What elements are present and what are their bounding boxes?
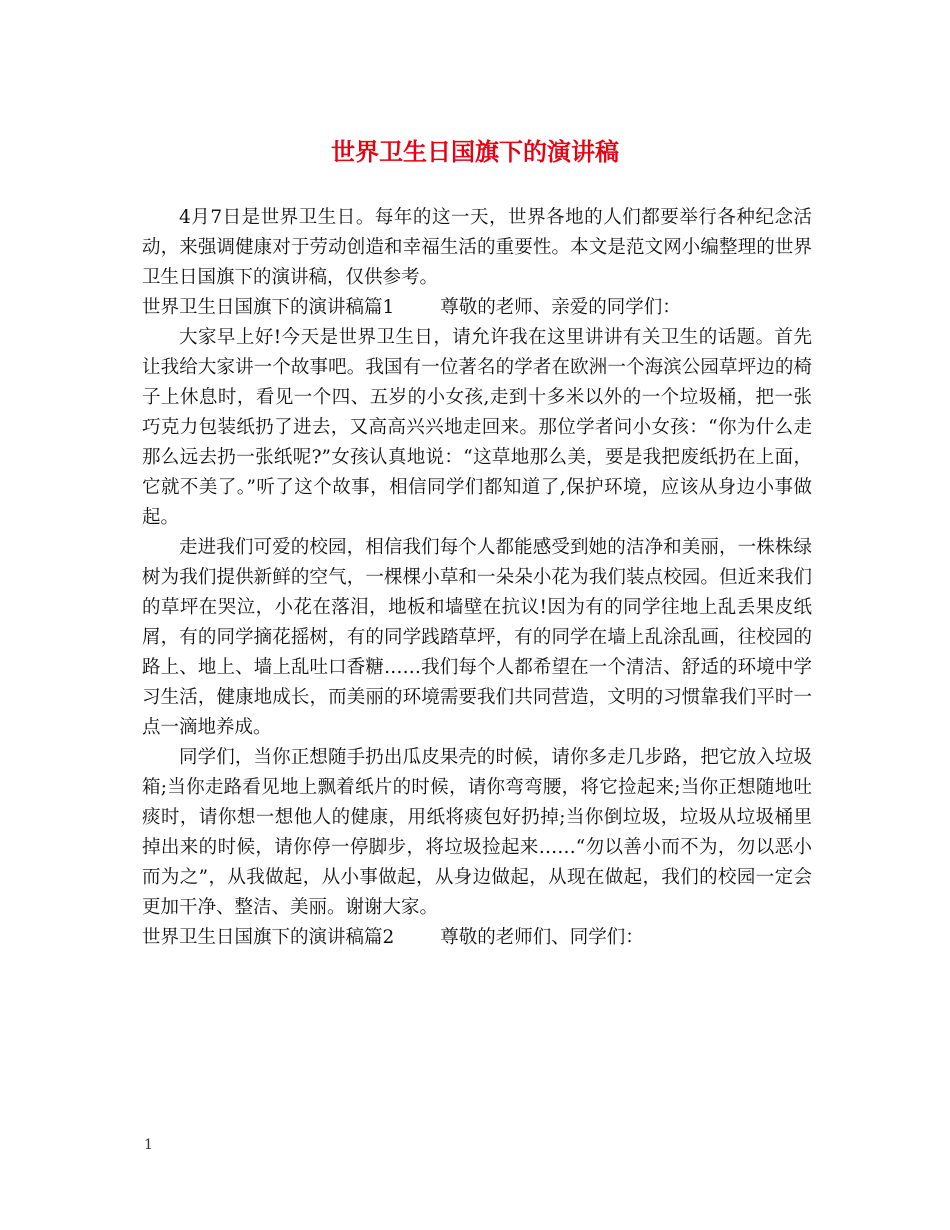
intro-paragraph: 4月7日是世界卫生日。每年的这一天，世界各地的人们都要举行各种纪念活动，来强调健康对于劳动创造和幸福生活的重要性。本文是范文网小编整理的世界卫生日国旗下的演讲稿，仅供参考。: [142, 207, 812, 288]
document-body: [142, 203, 812, 953]
section-2-heading: 世界卫生日国旗下的演讲稿篇2: [142, 927, 395, 948]
document-title: 世界卫生日国旗下的演讲稿: [331, 137, 619, 166]
section-1-heading-line: [142, 293, 812, 323]
section-1-greeting: 尊敬的老师、亲爱的同学们：: [440, 297, 681, 318]
section-1-paragraph: 大家早上好!今天是世界卫生日，请允许我在这里讲讲有关卫生的话题。首先让我给大家讲一个故事吧。我国有一位著名的学者在欧洲一个海滨公园草坪边的椅子上休息时，看见一个四、五岁的小女孩,走到十多米以外的一个垃圾桶，把一张巧克力包装纸扔了进去，又高高兴兴地走回来。那位学者问小女孩：“你为什么走那么远去扔一张纸呢?”女孩认真地说：“这草地那么美，要是我把废纸扔在上面，它就不美了。”听了这个故事，相信同学们都知道了,保护环境，应该从身边小事做起。: [142, 327, 812, 528]
section-2-greeting: 尊敬的老师们、同学们：: [440, 927, 644, 948]
page-number: 1: [144, 1137, 153, 1153]
section-2-heading-line: [142, 923, 812, 953]
section-1-paragraph: 走进我们可爱的校园，相信我们每个人都能感受到她的洁净和美丽，一株株绿树为我们提供新鲜的空气，一棵棵小草和一朵朵小花为我们装点校园。但近来我们的草坪在哭泣，小花在落泪，地板和墙壁在抗议!因为有的同学往地上乱丢果皮纸屑，有的同学摘花摇树，有的同学践踏草坪，有的同学在墙上乱涂乱画，往校园的路上、地上、墙上乱吐口香糖……我们每个人都希望在一个清洁、舒适的环境中学习生活，健康地成长，而美丽的环境需要我们共同营造，文明的习惯靠我们平时一点一滴地养成。: [142, 537, 812, 738]
section-1-heading: 世界卫生日国旗下的演讲稿篇1: [142, 297, 395, 318]
section-1-paragraph: 同学们，当你正想随手扔出瓜皮果壳的时候，请你多走几步路，把它放入垃圾箱;当你走路看见地上飘着纸片的时候，请你弯弯腰，将它捡起来;当你正想随地吐痰时，请你想一想他人的健康，用纸将痰包好扔掉;当你倒垃圾，垃圾从垃圾桶里掉出来的时候，请你停一停脚步，将垃圾捡起来……“勿以善小而不为，勿以恶小而为之”，从我做起，从小事做起，从身边做起，从现在做起，我们的校园一定会更加干净、整洁、美丽。谢谢大家。: [142, 747, 812, 918]
